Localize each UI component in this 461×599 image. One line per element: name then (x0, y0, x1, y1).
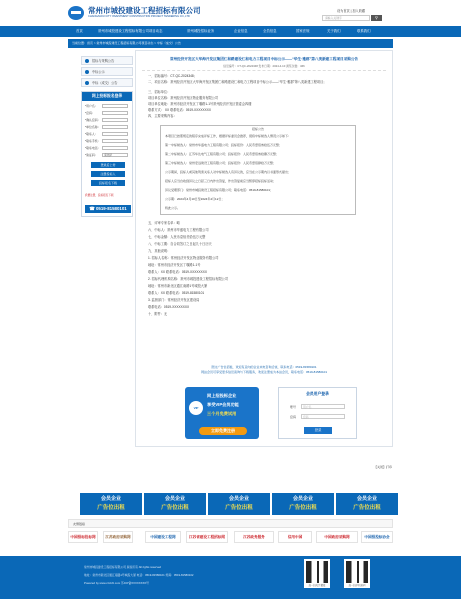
qr-code-icon (346, 561, 368, 583)
body-line: 五、评审专家名单：略 (148, 221, 180, 225)
ad-banner-line2: 广告位出租 (289, 505, 317, 511)
ad-banner-line2: 广告位出租 (353, 505, 381, 511)
bullet-icon (85, 81, 89, 85)
qr-caption: 扫一扫手机访问 (348, 584, 366, 587)
ad-banner-line1: 会员企业 (164, 496, 185, 502)
company-name-en: CHANGZHOU CITY INVESTMENT CONSTRUCTION PROJECT TENDERING CO.,LTD (88, 15, 190, 18)
body-line: 3. 监督部门：常州经济开发区建设局 (148, 298, 200, 302)
ad-banner[interactable] (336, 493, 398, 515)
sidebar-item-winning-publicity[interactable] (81, 67, 133, 76)
company-name: 常州市城投建设工程招标有限公司 (88, 6, 201, 15)
phone-icon: ☎ (89, 206, 95, 211)
mobile-label: *联系手机： (85, 139, 101, 143)
main-nav (0, 26, 461, 37)
username-field[interactable] (102, 104, 128, 108)
login-panel-title: 网上投标报名登录 (82, 92, 132, 101)
nav-item-project-news[interactable]: 常州市城投建设工程招标有限公司项目动态 (98, 29, 163, 33)
member-login-button[interactable]: 登录 (304, 427, 332, 434)
download-form-button[interactable]: 投标报名下载 (91, 180, 125, 186)
notice-line: 特此公示。 (165, 206, 181, 210)
body-line: 八、中标工期：自合同签订之日起九十日历天 (148, 242, 212, 246)
body-line: 联系人：XX 联系电话：0519-81580101 (148, 291, 205, 295)
body-line: 六、中标人：常州市华盛电力工程有限公司 (148, 228, 209, 232)
login-upload-button[interactable]: 登录后上传 (91, 162, 125, 168)
notice-line: 公示期间，投标人或其他利害关系人对中标候选人有异议的，应当在公示期内以书面形式提出； (165, 170, 292, 174)
bullet-icon (85, 59, 89, 63)
member-login-panel (278, 387, 357, 439)
site-header (0, 0, 461, 24)
nav-item-staff-info[interactable]: 全员信息 (263, 29, 277, 33)
article-title: 常州经济开发区大华海开发区集团仁和路建设仁和电力工程项目中标公示——“华生·雅郡”第八类新建工程项目采购公告 (169, 57, 359, 61)
article-meta: 信息编号：CT-QC-2024348 发布日期：2024-4-10 浏览次数：466 (223, 64, 305, 68)
promo-line: 享受VIP会员功能 (207, 402, 239, 407)
ad-banner-line1: 会员企业 (100, 496, 121, 502)
sidebar-item-winning-notice[interactable] (81, 78, 133, 87)
promo-line: 三个月免费试用 (207, 411, 237, 416)
notice-line: 第二中标候选人：江苏华达电气工程有限公司；投标报价：人民币壹佰叁拾捌万元整； (165, 152, 280, 156)
body-line: 四、主要采购内容： (148, 114, 177, 118)
register-link[interactable]: 我要注册，投标报名下载 (85, 194, 114, 197)
contact-label: *联系人： (85, 132, 98, 136)
bullet-icon (85, 70, 89, 74)
register-bidder-button[interactable]: 注册投标人 (91, 171, 125, 177)
contact-field[interactable] (102, 132, 128, 136)
notice-box (160, 125, 356, 215)
nav-item-about-us[interactable]: 关于我们 (327, 29, 341, 33)
footer-icp[interactable]: Powered by www.czctzb.com 苏ICP备XXXXXXXX号 (84, 581, 149, 585)
captcha-select[interactable]: 请选择 (102, 153, 128, 157)
footer-copyright: 常州市城投建设工程招标有限公司 版权所有 All rights reserved (84, 565, 162, 569)
body-line: 联系方式： XX 联系电话：0519-XXXXXXXX (148, 108, 212, 112)
friend-link[interactable]: 江苏省建设工程招标网 (186, 531, 228, 543)
friend-link[interactable]: 中国招投标协会 (361, 531, 393, 543)
body-line: 2. 招标代理机构名称：常州市城投建设工程招标有限公司 (148, 277, 229, 281)
mobile-qr-code (344, 559, 370, 588)
password-field[interactable] (102, 111, 128, 115)
nav-item-home[interactable]: 首页 (76, 29, 83, 33)
username-label: *用户名： (85, 104, 98, 108)
ad-text-line: 图文广告位招租，欢迎有意向的企业来电咨询洽谈，联系电话：0519-81580101 (211, 365, 317, 369)
close-print-link[interactable]: 【关闭】打印 (374, 465, 393, 469)
friend-link[interactable]: 信用中国 (278, 531, 312, 543)
body-line: 二、项目名称：常州经济开发区大华海开发区集团仁和路建设仁和电力工程项目中标公示——“华生·雅郡”第八类新建工程项目； (148, 80, 327, 84)
body-line: 七、中标金额：人民币壹佰叁拾伍万元整 (148, 235, 206, 239)
confirm-password-label: *确认密码： (85, 118, 101, 122)
member-promo (185, 387, 259, 439)
notice-line: 异议受理部门：常州市城投建设工程招标有限公司；联系电话：0519-81580101； (165, 188, 274, 192)
ad-banner-line1: 会员企业 (228, 496, 249, 502)
body-line: 联系电话：0519-XXXXXXXX (148, 305, 190, 309)
member-area (159, 372, 379, 442)
free-register-button[interactable]: 立即免费注册 (199, 427, 247, 435)
sidebar-item-tender-notice[interactable] (81, 56, 133, 65)
sidebar-item-label: 招标与采购公告 (92, 59, 115, 63)
body-line: 地址：常州市新北区通江南路1号城投大厦 (148, 284, 208, 288)
qr-caption: 扫一扫关注微信 (308, 584, 326, 587)
top-links[interactable]: 设为首页 | 加入收藏 (337, 9, 366, 13)
friend-link[interactable]: 江苏政府采购网 (103, 531, 133, 543)
company-label: *单位名称： (85, 125, 101, 129)
member-user-label: 账号 (290, 405, 297, 409)
breadcrumb[interactable]: 当前位置：首页 > 常州市城投建设工程招标有限公司项目动态 > 中标（成交）公告 (68, 39, 393, 48)
member-pass-label: 密码 (290, 415, 297, 419)
body-line: 三、招标单位： (148, 90, 171, 94)
notice-line: 本项目已按照规定的程序完成评标工作，根据评标委员会推荐，现将中标候选人情况公示如下： (165, 134, 292, 138)
ad-text-line: 网站会员可享受更多信息查询与下载服务，欢迎注册成为本站会员，联系电话：0519-81580101 (200, 369, 328, 374)
notice-line: 公示期：2024年4月10日至2024年4月12日； (165, 197, 225, 201)
notice-title: 招标公告 (251, 127, 264, 131)
search-icon[interactable]: ⚲ (371, 15, 382, 21)
footer-address: 地址：常州市新北区通江南路1号城投大厦 电话：0519-81580101 传真：0519-81580102 (84, 573, 194, 577)
ad-banner-line2: 广告位出租 (225, 505, 253, 511)
promo-line: 网上招投标企业 (207, 393, 237, 398)
company-field[interactable] (102, 125, 128, 129)
hotline-phone (85, 205, 131, 213)
friend-link[interactable]: 中国政府采购网 (316, 531, 358, 543)
confirm-password-field[interactable] (102, 118, 128, 122)
ad-banner[interactable] (80, 493, 142, 515)
nav-item-regulations[interactable]: 国家法规 (296, 29, 310, 33)
phone-label: *联系电话： (85, 146, 101, 150)
nav-item-company-info[interactable]: 企业信息 (234, 29, 248, 33)
friend-link[interactable]: 中国招标投标网 (68, 531, 98, 543)
phone-field[interactable] (102, 146, 128, 150)
nav-item-tender-business[interactable]: 常州城投招标业务 (187, 29, 215, 33)
friend-link[interactable]: 江苏政务服务 (234, 531, 274, 543)
hotline-number: 0519-81580101 (95, 206, 127, 211)
wechat-qr-code (304, 559, 330, 588)
ad-banner-line1: 会员企业 (292, 496, 313, 502)
ad-banner-line2: 广告位出租 (161, 505, 189, 511)
ad-banner-line1: 会员企业 (356, 496, 377, 502)
nav-item-contact-us[interactable]: 联系我们 (357, 29, 371, 33)
body-line: 联系人：XX 联系电话：0519-XXXXXXXX (148, 270, 207, 274)
notice-line: 招标人应当自收到异议之日起三日内作出答复，作出答复前应当暂停招标投标活动； (165, 179, 277, 183)
body-line: 九、其他说明： (148, 249, 171, 253)
body-line: 地址：常州市经济开发区丁堰路1-1号 (148, 263, 201, 267)
friend-link[interactable]: 中国建设工程网 (145, 531, 181, 543)
qr-code-icon (306, 561, 328, 583)
company-logo-icon[interactable] (68, 6, 84, 20)
ad-banner-line2: 广告位出租 (97, 505, 125, 511)
body-line: 十、附件：无 (148, 312, 168, 316)
divider (142, 70, 386, 71)
ad-banner[interactable] (208, 493, 270, 515)
member-login-title: 会员用户登录 (306, 392, 329, 396)
body-line: 1. 招标人名称：常州经济开发区物业服务有限公司 (148, 256, 219, 260)
friend-links-title: 友情链接 (68, 519, 393, 528)
ad-banner[interactable] (272, 493, 334, 515)
sidebar-item-label: 中标（成交）公告 (92, 81, 118, 85)
password-label: *密码： (85, 111, 95, 115)
ad-banner[interactable] (144, 493, 206, 515)
body-line: 项目单位地址：常州市经济开发区丁堰路1-1号常州经济开发区管委会四楼 (148, 102, 252, 106)
notice-line: 第一中标候选人：常州市华盛电力工程有限公司；投标报价：人民币壹佰叁拾伍万元整； (165, 143, 283, 147)
member-password-field[interactable]: 密码 (301, 414, 345, 419)
member-username-field[interactable]: 用户名 (301, 404, 345, 409)
body-line: 一、招标编号：CT-QC-2024348； (148, 74, 197, 78)
captcha-label: *验证码： (85, 153, 98, 157)
search-input[interactable]: 请输入关键字 (322, 15, 370, 21)
body-line: 项目单位名称：常州经济开发区物业服务有限公司 (148, 96, 219, 100)
vip-icon: VIP (189, 401, 203, 415)
sidebar-item-label: 中标公示 (92, 70, 105, 74)
notice-line: 第三中标候选人：常州宏远建设工程有限公司；投标报价：人民币壹佰肆拾万元整； (165, 161, 277, 165)
mobile-field[interactable] (102, 139, 128, 143)
site-footer (0, 556, 461, 599)
bid-login-panel (81, 91, 133, 217)
